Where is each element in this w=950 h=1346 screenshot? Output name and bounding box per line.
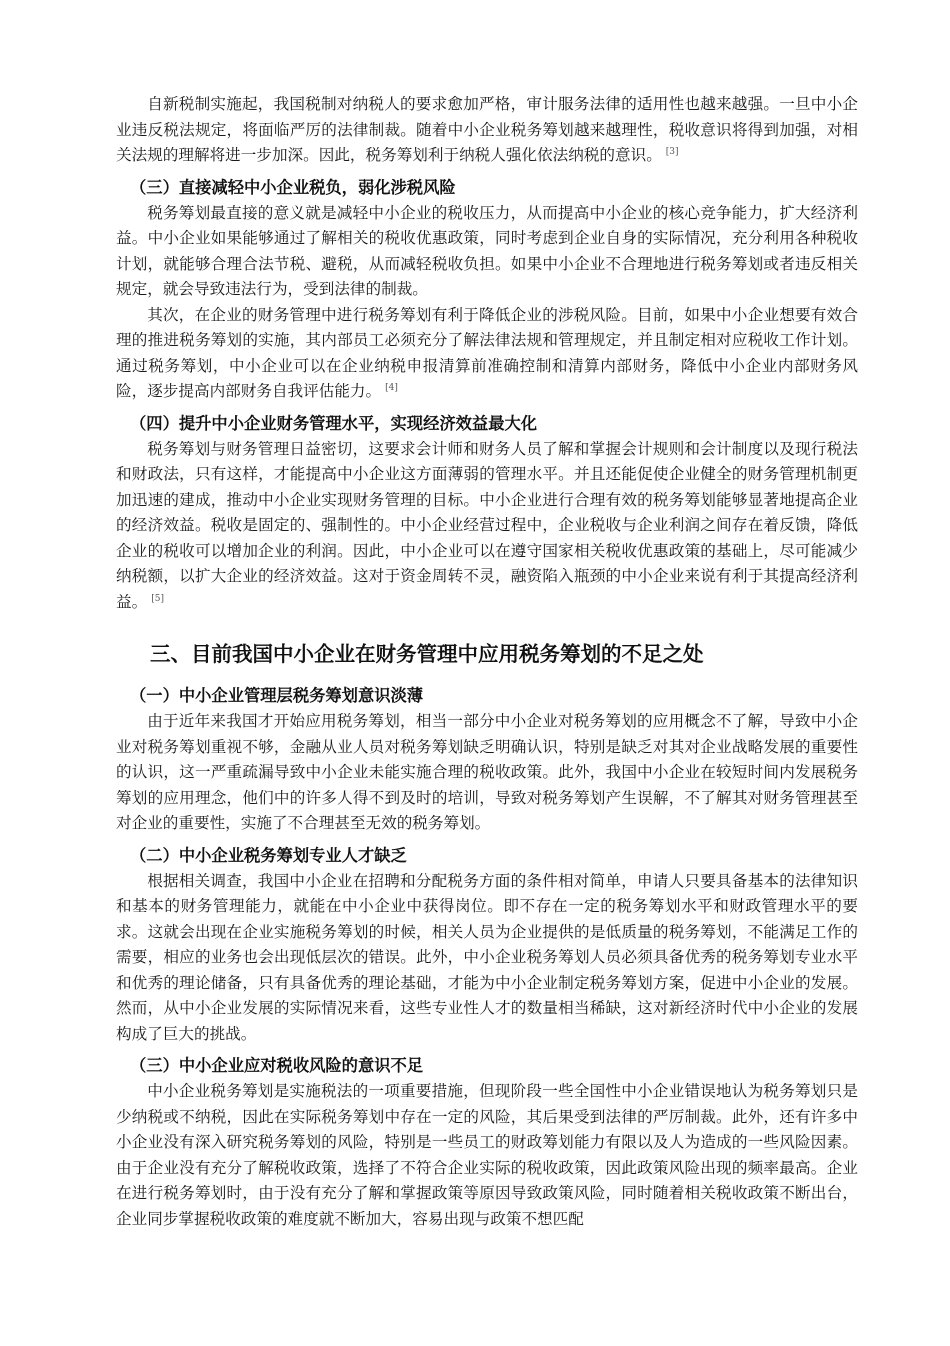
paragraph-text: 税务筹划与财务管理日益密切，这要求会计师和财务人员了解和掌握会计规则和会计制度以及现行税法和财政法，只有这样，才能提高中小企业这方面薄弱的管理水平。并且还能促使企业健全的财务管理机制更加迅速的建成，推动中小企业实现财务管理的目标。中小企业进行合理有效的税务筹划能够显著地提高企业的经济效益。税收是固定的、强制性的。中小企业经营过程中，企业税收与企业利润之间存在着反馈，降低企业的税收可以增加企业的利润。因此，中小企业可以在遵守国家相关税收优惠政策的基础上，尽可能减少纳税额，以扩大企业的经济效益。这对于资金周转不灵，融资陷入瓶颈的中小企业来说有利于其提高经济利益。 [116, 439, 858, 611]
paragraph-risk-awareness: 中小企业税务筹划是实施税法的一项重要措施，但现阶段一些全国性中小企业错误地认为税务筹划只是少纳税或不纳税，因此在实际税务筹划中存在一定的风险，其后果受到法律的严厉制裁。此外，还有许多中小企业没有深入研究税务筹划的风险，特别是一些员工的财政筹划能力有限以及人为造成的一些风险因素。由于企业没有充分了解税收政策，选择了不符合企业实际的税收政策，因此政策风险出现的频率最高。企业在进行税务筹划时，由于没有充分了解和掌握政策等原因导致政策风险，同时随着相关税收政策不断出台，企业同步掌握税收政策的难度就不断加大，容易出现与政策不想匹配 [116, 1082, 858, 1228]
paragraph-lower-tax-risk [116, 303, 858, 405]
paragraph-tax-awareness [116, 92, 858, 169]
paragraph-text: 其次，在企业的财务管理中进行税务筹划有利于降低企业的涉税风险。目前，如果中小企业想要有效合理的推进税务筹划的实施，其内部员工必须充分了解法律法规和管理规定，并且制定相对应税收工作计划。通过税务筹划，中小企业可以在企业纳税申报清算前准确控制和清算内部财务，降低中小企业内部财务风险，逐步提高内部财务自我评估能力。 [116, 305, 858, 400]
citation-ref: [5] [151, 593, 164, 604]
citation-ref: [4] [385, 383, 398, 393]
paragraph-financial-management [116, 437, 858, 616]
section-heading-shortcomings: 三、目前我国中小企业在财务管理中应用税务筹划的不足之处 [150, 642, 704, 666]
subheading-reduce-tax-burden: （三）直接减轻中小企业税负，弱化涉税风险 [130, 177, 456, 197]
subheading-talent-shortage: （二）中小企业税务筹划专业人才缺乏 [130, 845, 407, 865]
subheading-weak-awareness: （一）中小企业管理层税务筹划意识淡薄 [130, 686, 424, 705]
paragraph-text: 自新税制实施起，我国税制对纳税人的要求愈加严格，审计服务法律的适用性也越来越强。一旦中小企业违反税法规定，将面临严厉的法律制裁。随着中小企业税务筹划越来越理性，税收意识将得到加强，对相关法规的理解将进一步加深。因此，税务筹划利于纳税人强化依法纳税的意识。 [116, 95, 858, 164]
document-page [116, 92, 858, 1232]
paragraph-reduce-tax-pressure: 税务筹划最直接的意义就是减轻中小企业的税收压力，从而提高中小企业的核心竞争能力，扩大经济利益。中小企业如果能够通过了解相关的税收优惠政策，同时考虑到企业自身的实际情况，充分利用各种税收计划，就能够合理合法节税、避税，从而减轻税收负担。如果中小企业不合理地进行税务筹划或者违反相关规定，就会导致违法行为，受到法律的制裁。 [116, 203, 858, 298]
paragraph-weak-awareness: 由于近年来我国才开始应用税务筹划，相当一部分中小企业对税务筹划的应用概念不了解，导致中小企业对税务筹划重视不够，金融从业人员对税务筹划缺乏明确认识，特别是缺乏对其对企业战略发展的重要性的认识，这一严重疏漏导致中小企业未能实施合理的税收政策。此外，我国中小企业在较短时间内发展税务筹划的应用理念，他们中的许多人得不到及时的培训，导致对税务筹划产生误解，不了解其对财务管理甚至对企业的重要性，实施了不合理甚至无效的税务筹划。 [116, 712, 858, 832]
paragraph-talent-shortage: 根据相关调查，我国中小企业在招聘和分配税务方面的条件相对简单，申请人只要具备基本的法律知识和基本的财务管理能力，就能在中小企业中获得岗位。即不存在一定的税务筹划水平和财政管理水平的要求。这就会出现在企业实施税务筹划的时候，相关人员为企业提供的是低质量的税务筹划，不能满足工作的需要，相应的业务也会出现低层次的错误。此外，中小企业税务筹划人员必须具备优秀的税务筹划专业水平和优秀的理论储备，只有具备优秀的理论基础，才能为中小企业制定税务筹划方案，促进中小企业的发展。然而，从中小企业发展的实际情况来看，这些专业性人才的数量相当稀缺，这对新经济时代中小企业的发展构成了巨大的挑战。 [116, 871, 858, 1043]
subheading-risk-awareness: （三）中小企业应对税收风险的意识不足 [130, 1056, 424, 1075]
citation-ref: [3] [665, 147, 679, 157]
subheading-improve-financial-management: （四）提升中小企业财务管理水平，实现经济效益最大化 [130, 413, 538, 433]
